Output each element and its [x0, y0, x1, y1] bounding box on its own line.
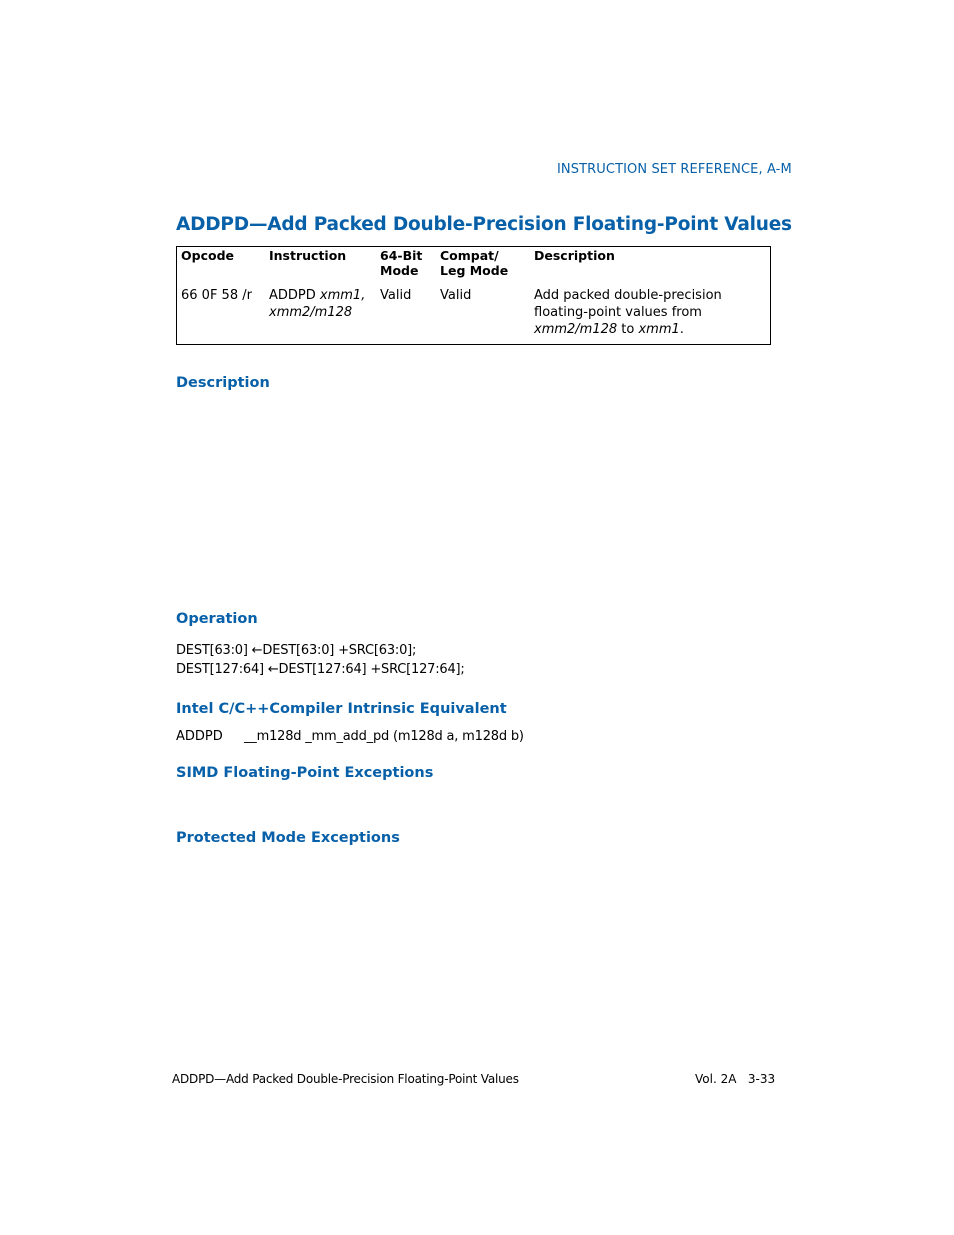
operation-line-1: DEST[63:0] ←DEST[63:0] +SRC[63:0]; — [176, 643, 417, 658]
cell-64bit-mode: Valid — [380, 288, 412, 303]
section-heading-operation: Operation — [176, 611, 258, 627]
section-heading-intrinsic: Intel C/C++Compiler Intrinsic Equivalent — [176, 701, 507, 717]
instruction-operand-2: xmm2/m128 — [269, 305, 353, 320]
instruction-operand-1: xmm1, — [319, 288, 366, 303]
desc-part2: to — [617, 322, 639, 337]
footer-title: ADDPD—Add Packed Double-Precision Floating-Point Values — [172, 1072, 519, 1086]
table-header-row — [177, 247, 771, 286]
header-64bit-mode — [376, 247, 436, 286]
header-compat-mode — [436, 247, 530, 286]
intrinsic-signature: __m128d _mm_add_pd (m128d a, m128d b) — [244, 729, 524, 744]
desc-end: . — [679, 322, 684, 337]
header-compat-line1: Compat/ — [440, 248, 499, 263]
page-title: ADDPD—Add Packed Double-Precision Floating-Point Values — [176, 214, 792, 235]
header-opcode: Opcode — [181, 248, 234, 263]
footer-page-number: Vol. 2A 3-33 — [695, 1072, 776, 1086]
opcode-table — [176, 246, 771, 345]
header-64bit-line1: 64-Bit — [380, 248, 423, 263]
header-compat-line2: Leg Mode — [440, 263, 509, 278]
section-heading-simd-exceptions: SIMD Floating-Point Exceptions — [176, 765, 434, 781]
cell-instruction — [265, 285, 376, 345]
header-64bit-line2: Mode — [380, 263, 419, 278]
table-row — [177, 285, 771, 345]
intrinsic-instruction-name: ADDPD — [176, 729, 223, 744]
cell-compat-mode: Valid — [440, 288, 472, 303]
cell-description — [530, 285, 771, 345]
desc-dest-operand: xmm1 — [638, 322, 680, 337]
operation-line-2: DEST[127:64] ←DEST[127:64] +SRC[127:64]; — [176, 662, 465, 677]
cell-opcode: 66 0F 58 /r — [181, 288, 252, 303]
running-header: INSTRUCTION SET REFERENCE, A-M — [557, 162, 792, 177]
instruction-mnemonic: ADDPD — [269, 288, 320, 303]
desc-source-operand: xmm2/m128 — [534, 322, 618, 337]
section-heading-description: Description — [176, 375, 270, 391]
header-instruction: Instruction — [269, 248, 347, 263]
desc-part1: Add packed double-precision floating-point values from — [534, 288, 722, 320]
header-description: Description — [534, 248, 615, 263]
section-heading-protected-mode: Protected Mode Exceptions — [176, 830, 400, 846]
